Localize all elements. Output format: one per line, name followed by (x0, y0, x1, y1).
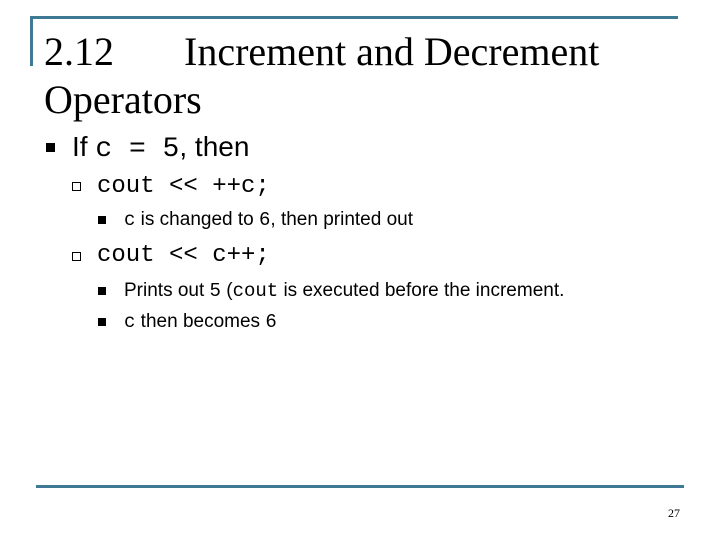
detail-postincrement-becomes (124, 310, 277, 334)
bullet-square-icon (98, 216, 106, 224)
title-left-rule (30, 16, 33, 66)
page-number: 27 (668, 506, 680, 520)
detail-text: is changed to (135, 209, 259, 230)
bullet-square-icon (46, 143, 55, 152)
sub-bullet-preincrement: cout << ++c; (97, 173, 270, 200)
bullet-square-icon (98, 287, 106, 295)
bullet-hollow-square-icon (72, 252, 81, 261)
bullet-if-c-equals-5 (72, 130, 249, 167)
code-snippet: c (124, 209, 136, 231)
footer-rule (36, 485, 684, 488)
title-text: Increment and Decrement Operators (44, 29, 600, 122)
code-snippet: 6 (259, 209, 271, 231)
title-number: 2.12 (44, 29, 114, 74)
detail-text: then becomes (135, 311, 266, 332)
detail-preincrement (124, 208, 413, 232)
sub-bullet-postincrement: cout << c++; (97, 242, 270, 269)
detail-text: Prints out (124, 280, 210, 301)
detail-text: is executed before the increment. (278, 280, 565, 301)
bullet-text: , then (179, 131, 250, 162)
code-snippet: 5 (209, 280, 221, 302)
detail-text: , then printed out (270, 209, 414, 230)
bullet-square-icon (98, 318, 106, 326)
title-top-rule (30, 16, 678, 19)
detail-postincrement-prints (124, 279, 564, 303)
code-snippet: c = 5 (95, 134, 180, 165)
code-snippet: cout (232, 280, 279, 302)
bullet-text: If (72, 131, 96, 162)
code-snippet: 6 (265, 311, 277, 333)
detail-text: ( (220, 280, 233, 301)
slide-title (44, 28, 684, 124)
bullet-hollow-square-icon (72, 182, 81, 191)
code-snippet: c (124, 311, 136, 333)
